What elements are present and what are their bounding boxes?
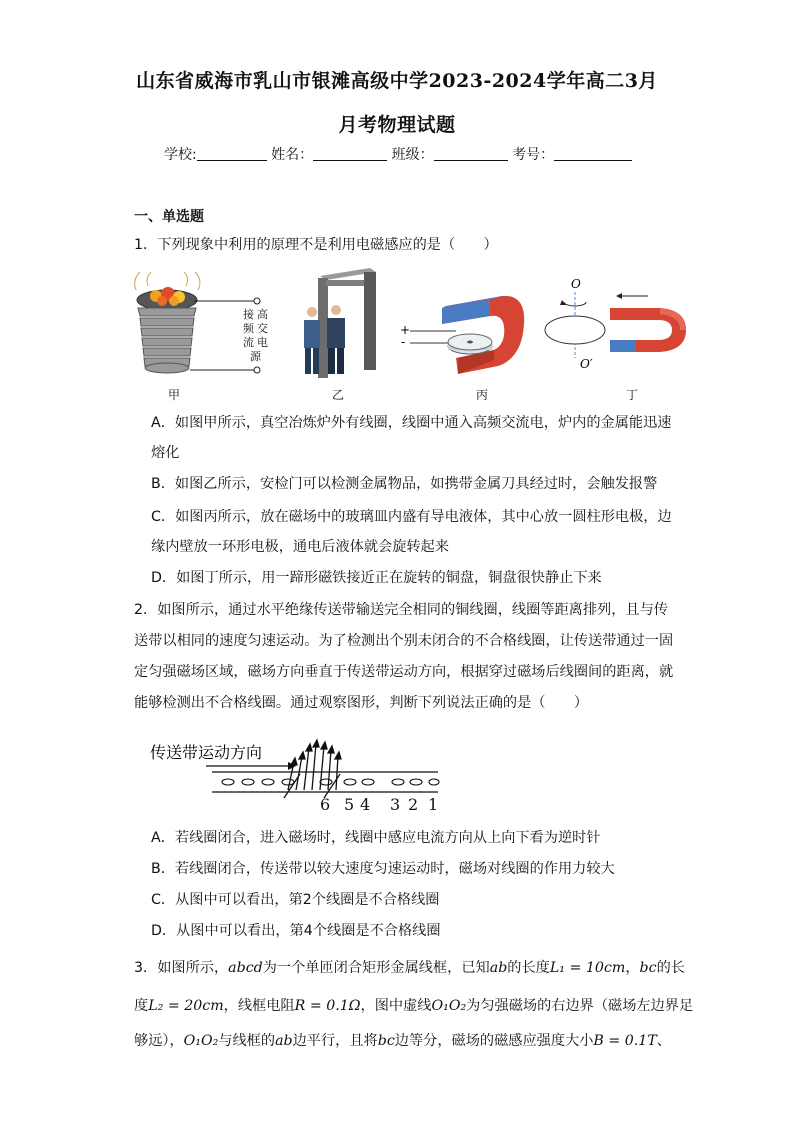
id-label: 考号：: [512, 147, 555, 163]
exam-title-line1: 山东省威海市乳山市银滩高级中学2023-2024学年高二3月: [136, 70, 658, 92]
person-right-icon: [327, 305, 345, 374]
student-info-row: [164, 144, 632, 164]
copper-disk: [545, 316, 605, 344]
q2-stem-line4: 能够检测出不合格线圈。通过观察图形，判断下列说法正确的是（ ）: [134, 695, 589, 711]
q3-text: 、: [656, 1033, 671, 1049]
q3-line2: [134, 995, 693, 1015]
coil-6: [320, 779, 332, 785]
caption-bing: 丙: [476, 388, 489, 402]
q3-text: ，: [625, 960, 640, 976]
coil: [242, 779, 254, 785]
name-label: 姓名：: [271, 147, 314, 163]
q3-var: O₁O₂: [183, 1033, 219, 1049]
q2-option-b[interactable]: B．若线圈闭合，传送带以较大速度匀速运动时，磁场对线圈的作用力较大: [151, 861, 615, 877]
q3-text: ，线框电阻: [223, 998, 295, 1014]
caption-jia: 甲: [168, 388, 181, 402]
q3-var: bc: [377, 1033, 395, 1049]
figure-conveyor-belt: [146, 734, 446, 814]
class-label: 班级：: [391, 147, 434, 163]
q3-text: 与线框的: [218, 1033, 276, 1049]
id-blank[interactable]: [554, 146, 632, 161]
figure-copper-disk: [540, 274, 690, 378]
q2-stem-line3: 定匀强磁场区域，磁场方向垂直于传送带运动方向，根据穿过磁场后线圈间的距离，就: [134, 664, 674, 680]
q3-var: ab: [489, 960, 508, 976]
q3-text: 的长度: [507, 960, 550, 976]
coil: [262, 779, 274, 785]
caption-yi: 乙: [332, 388, 345, 402]
q3-text: 边平行，且将: [292, 1033, 378, 1049]
axis-label-bottom: O′: [580, 357, 593, 371]
horseshoe-magnet-2: [610, 308, 686, 352]
q3-text: 为匀强磁场的右边界（磁场左边界足: [466, 998, 694, 1014]
q1-option-c-cont: 缘内壁放一环形电极，通电后液体就会旋转起来: [151, 539, 449, 555]
terminal-bottom: [254, 367, 260, 373]
q2-option-d[interactable]: D．从图中可以看出，第4个线圈是不合格线圈: [151, 923, 441, 939]
q2-option-a[interactable]: A．若线圈闭合，进入磁场时，线圈中感应电流方向从上向下看为逆时针: [151, 830, 601, 846]
name-blank[interactable]: [313, 146, 387, 161]
q2-stem-line2: 送带以相同的速度匀速运动。为了检测出个别未闭合的不合格线圈，让传送带通过一固: [134, 633, 674, 649]
section-heading: 一、单选题: [134, 209, 204, 225]
horseshoe-magnet: [442, 296, 524, 374]
q2-stem-line1: 2．如图所示，通过水平绝缘传送带输送完全相同的铜线圈，线圈等距离排列，且与传: [134, 602, 668, 618]
terminal-top: [254, 298, 260, 304]
gate-frame: [318, 268, 376, 378]
q3-line3: [134, 1030, 671, 1050]
exam-title-line2: 月考物理试题: [338, 114, 456, 136]
school-label: 学校:: [164, 147, 197, 163]
q3-var: abcd: [228, 960, 263, 976]
q3-equation: B = 0.1T: [593, 1033, 657, 1049]
q1-option-a-cont: 熔化: [151, 445, 180, 461]
q3-var: O₁O₂: [431, 998, 467, 1014]
coils-row: [222, 779, 439, 785]
q3-text: 度: [134, 998, 149, 1014]
coil-5: [344, 779, 356, 785]
q3-text: 的长: [656, 960, 685, 976]
q3-line1: [134, 957, 685, 977]
source-char: 交: [257, 322, 268, 335]
q2-option-c[interactable]: C．从图中可以看出，第2个线圈是不合格线圈: [151, 892, 440, 908]
approach-arrow-icon: [616, 293, 648, 299]
q3-text: 边等分，磁场的磁感应强度大小: [394, 1033, 594, 1049]
school-blank[interactable]: [197, 146, 267, 161]
person-left-icon: [304, 307, 320, 374]
source-char: 电: [257, 336, 268, 349]
source-char: 流: [243, 336, 254, 349]
q1-option-b[interactable]: B．如图乙所示，安检门可以检测金属物品，如携带金属刀具经过时，会触发报警: [151, 476, 658, 492]
q3-text: ，图中虚线: [360, 998, 432, 1014]
coil: [222, 779, 234, 785]
q3-text: 3．如图所示，: [134, 960, 229, 976]
coil-number: 6: [320, 795, 331, 814]
glass-dish: [448, 334, 492, 354]
class-blank[interactable]: [434, 146, 508, 161]
q3-equation: L₂ = 20cm: [148, 998, 224, 1014]
coil-1: [429, 779, 439, 785]
q1-option-d[interactable]: D．如图丁所示，用一蹄形磁铁接近正在旋转的铜盘，铜盘很快静止下来: [151, 570, 602, 586]
coil-rings: [138, 308, 196, 373]
conveyor-direction-label: 传送带运动方向: [150, 743, 263, 762]
q3-text: 够远），: [134, 1033, 184, 1049]
minus-sign: -: [401, 335, 406, 349]
q3-var: bc: [639, 960, 657, 976]
source-char: 源: [250, 350, 261, 363]
coil-number: 4: [360, 795, 371, 814]
caption-ding: 丁: [626, 388, 639, 402]
coil-4: [362, 779, 374, 785]
figure-security-gate: [290, 268, 380, 386]
figure-furnace: [126, 268, 276, 386]
coil: [282, 779, 294, 785]
q3-var: ab: [275, 1033, 293, 1049]
q3-equation: R = 0.1Ω: [294, 998, 361, 1014]
magnetic-field-arrows: [284, 740, 341, 798]
coil-number: 3: [390, 795, 401, 814]
q3-equation: L₁ = 10cm: [549, 960, 626, 976]
coil-3: [392, 779, 404, 785]
source-char: 接: [243, 308, 254, 321]
axis-label-top: O: [571, 277, 581, 291]
figure-magnet-dish: [398, 286, 530, 382]
coil-number: 2: [408, 795, 419, 814]
q1-stem: 1．下列现象中利用的原理不是利用电磁感应的是（ ）: [134, 237, 498, 253]
direction-arrow-icon: [206, 762, 296, 770]
source-char: 频: [243, 322, 254, 335]
q1-option-a[interactable]: A．如图甲所示，真空冶炼炉外有线圈，线圈中通入高频交流电，炉内的金属能迅速: [151, 415, 672, 431]
q3-text: 为一个单匝闭合矩形金属线框，已知: [262, 960, 490, 976]
coil-number: 1: [428, 795, 439, 814]
coil-number: 5: [344, 795, 355, 814]
q1-option-c[interactable]: C．如图丙所示，放在磁场中的玻璃皿内盛有导电液体，其中心放一圆柱形电极，边: [151, 509, 672, 525]
plus-sign: +: [400, 323, 411, 337]
source-char: 高: [257, 308, 268, 321]
coil-2: [410, 779, 422, 785]
